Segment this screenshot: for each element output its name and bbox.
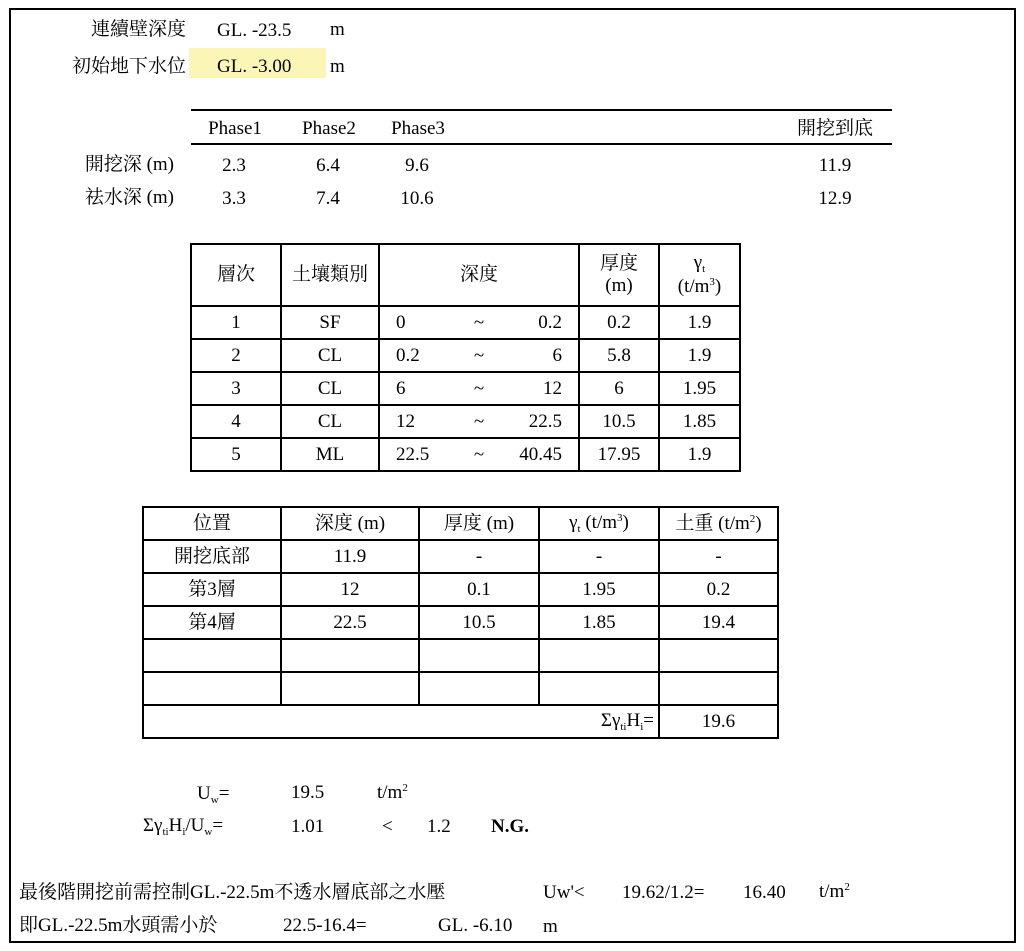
weight-col-position: 位置 <box>143 507 281 540</box>
soil-layer-table <box>190 243 741 472</box>
soil-weight-table <box>142 506 779 739</box>
phase-header: Phase1 <box>208 118 262 139</box>
gamma-symbol: γ <box>569 511 578 533</box>
soil-layer-cell[interactable]: 1 <box>191 306 281 339</box>
footer-head-unit: m <box>543 916 558 937</box>
soil-type-cell[interactable]: CL <box>281 339 379 372</box>
weight-pos-cell[interactable]: 開挖底部 <box>143 540 281 573</box>
depth-to: 40.45 <box>519 443 562 465</box>
soil-col-type: 土壤類別 <box>281 244 379 306</box>
soil-row <box>191 339 740 372</box>
soil-thickness-cell[interactable]: 10.5 <box>579 405 659 438</box>
weight-soil-cell[interactable]: - <box>659 540 778 573</box>
sum-equals: = <box>643 709 654 731</box>
gamma-unit-close: ) <box>622 511 629 533</box>
weight-gamma-cell[interactable]: 1.85 <box>539 606 659 639</box>
weight-gamma-cell[interactable] <box>539 672 659 705</box>
soil-layer-cell[interactable]: 4 <box>191 405 281 438</box>
depth-from: 12 <box>396 410 415 432</box>
weight-soil-cell[interactable] <box>659 672 778 705</box>
sum-sigma: Σγ <box>600 709 621 731</box>
uw-unit-text: t/m <box>377 782 403 803</box>
weight-thick-cell[interactable]: - <box>419 540 539 573</box>
weight-soil-cell[interactable] <box>659 639 778 672</box>
weight-depth-cell[interactable] <box>281 672 419 705</box>
depth-separator: ~ <box>473 377 485 399</box>
depth-from: 0.2 <box>396 344 420 366</box>
weight-row <box>143 573 778 606</box>
soil-gamma-cell[interactable]: 1.9 <box>659 438 740 471</box>
weight-pos-cell[interactable] <box>143 639 281 672</box>
footer-head-value[interactable]: GL. -6.10 <box>438 915 513 936</box>
uw-equals: = <box>218 783 230 804</box>
weight-col-thickness: 厚度 (m) <box>419 507 539 540</box>
weight-gamma-cell[interactable] <box>539 639 659 672</box>
weight-depth-cell[interactable]: 22.5 <box>281 606 419 639</box>
gamma-sub: t <box>702 263 706 276</box>
ratio-equals: = <box>212 815 224 836</box>
soil-gamma-cell[interactable]: 1.95 <box>659 372 740 405</box>
soil-thickness-cell[interactable]: 0.2 <box>579 306 659 339</box>
weight-gamma-cell[interactable]: - <box>539 540 659 573</box>
soil-thickness-cell[interactable]: 17.95 <box>579 438 659 471</box>
gamma-sub: t <box>577 522 581 535</box>
weight-thick-cell[interactable]: 10.5 <box>419 606 539 639</box>
weight-depth-cell[interactable]: 11.9 <box>281 540 419 573</box>
safety-factor: 1.2 <box>427 816 451 837</box>
weight-col-gamma <box>539 507 659 540</box>
groundwater-unit: m <box>330 56 345 77</box>
footer-line2-text: 即GL.-22.5m水頭需小於 <box>19 915 218 936</box>
depth-separator: ~ <box>473 410 485 432</box>
weight-sum-row <box>143 705 778 738</box>
footer-head-expression: 22.5-16.4= <box>283 915 367 936</box>
excavation-depth-label: 開挖深 (m) <box>84 154 174 175</box>
ratio-sub-ti: ti <box>162 826 169 838</box>
soil-type-cell[interactable]: CL <box>281 372 379 405</box>
wall-depth-label: 連續壁深度 <box>90 19 186 40</box>
soil-thickness-cell[interactable]: 6 <box>579 372 659 405</box>
weight-thick-cell[interactable] <box>419 639 539 672</box>
footer-allowable-pressure[interactable]: 16.40 <box>743 882 786 903</box>
weight-row <box>143 540 778 573</box>
footer-unit-text: t/m <box>819 881 845 902</box>
result-status: N.G. <box>491 816 529 837</box>
soil-row <box>191 372 740 405</box>
ratio-sub-i: i <box>182 826 186 838</box>
soil-depth-cell[interactable] <box>379 306 579 339</box>
soil-type-cell[interactable]: CL <box>281 405 379 438</box>
ratio-sub-w: w <box>204 826 213 838</box>
soil-row <box>191 405 740 438</box>
excavation-depth-cell[interactable]: 9.6 <box>405 155 429 176</box>
soil-weight-sup: 2 <box>749 512 756 525</box>
soil-gamma-cell[interactable]: 1.9 <box>659 306 740 339</box>
sum-sub-i: i <box>640 720 644 733</box>
thickness-unit: (m) <box>605 275 633 296</box>
soil-row <box>191 306 740 339</box>
footer-uw-label: Uw'< <box>543 882 585 903</box>
weight-soil-cell[interactable]: 0.2 <box>659 573 778 606</box>
weight-depth-cell[interactable]: 12 <box>281 573 419 606</box>
excavation-depth-cell[interactable]: 6.4 <box>316 155 340 176</box>
phase-header-final: 開挖到底 <box>796 118 874 139</box>
weight-gamma-cell[interactable]: 1.95 <box>539 573 659 606</box>
soil-layer-cell[interactable]: 3 <box>191 372 281 405</box>
soil-layer-cell[interactable]: 2 <box>191 339 281 372</box>
depth-from: 0 <box>396 311 406 333</box>
gamma-unit-sup: 3 <box>709 275 715 288</box>
uw-unit <box>377 783 408 802</box>
soil-header-row <box>191 244 740 306</box>
uw-unit-sup: 2 <box>402 782 408 794</box>
phase-top-rule <box>191 109 892 111</box>
dewater-depth-cell[interactable]: 12.9 <box>818 188 852 209</box>
footer-line1-text: 最後階開挖前需控制GL.-22.5m不透水層底部之水壓 <box>19 882 446 903</box>
soil-thickness-cell[interactable]: 5.8 <box>579 339 659 372</box>
groundwater-label: 初始地下水位 <box>71 56 186 77</box>
ratio-slash-u: /U <box>185 815 205 836</box>
weight-soil-cell[interactable]: 19.4 <box>659 606 778 639</box>
sum-sub-ti: ti <box>620 720 627 733</box>
soil-type-cell[interactable]: ML <box>281 438 379 471</box>
soil-gamma-cell[interactable]: 1.85 <box>659 405 740 438</box>
ratio-value[interactable]: 1.01 <box>291 816 325 837</box>
weight-col-soil-weight <box>659 507 778 540</box>
soil-col-thickness <box>579 244 659 306</box>
footer-unit-sup: 2 <box>844 881 850 893</box>
soil-weight-label: 土重 (t/m <box>675 512 750 534</box>
excavation-depth-cell[interactable]: 2.3 <box>222 155 246 176</box>
weight-pos-cell[interactable]: 第4層 <box>143 606 281 639</box>
weight-pos-cell[interactable] <box>143 672 281 705</box>
depth-separator: ~ <box>473 344 485 366</box>
weight-thick-cell[interactable] <box>419 672 539 705</box>
soil-layer-cell[interactable]: 5 <box>191 438 281 471</box>
gamma-symbol: γ <box>693 252 703 274</box>
soil-row <box>191 438 740 471</box>
soil-col-depth: 深度 <box>379 244 579 306</box>
uw-label <box>197 784 229 806</box>
weight-row <box>143 672 778 705</box>
gamma-unit-sup: 3 <box>617 511 623 524</box>
gamma-unit: (t/m <box>580 511 618 533</box>
weight-pos-cell[interactable]: 第3層 <box>143 573 281 606</box>
dewater-depth-cell[interactable]: 7.4 <box>316 188 340 209</box>
excavation-depth-cell[interactable]: 11.9 <box>818 155 852 176</box>
dewater-depth-cell[interactable]: 10.6 <box>400 188 434 209</box>
ratio-label <box>143 816 223 838</box>
soil-weight-close: ) <box>755 512 762 534</box>
ratio-compare: < <box>382 816 393 837</box>
soil-depth-cell[interactable] <box>379 438 579 471</box>
soil-depth-cell[interactable] <box>379 339 579 372</box>
weight-depth-cell[interactable] <box>281 639 419 672</box>
sum-h: H <box>626 709 641 731</box>
footer-unit <box>819 882 850 901</box>
groundwater-value[interactable]: GL. -3.00 <box>217 56 292 77</box>
dewater-depth-cell[interactable]: 3.3 <box>222 188 246 209</box>
weight-header-row <box>143 507 778 540</box>
weight-col-depth: 深度 (m) <box>281 507 419 540</box>
ratio-h: H <box>168 815 183 836</box>
soil-type-cell[interactable]: SF <box>281 306 379 339</box>
sum-label <box>143 705 659 738</box>
uw-u: U <box>197 783 211 804</box>
uw-sub: w <box>210 794 219 806</box>
weight-thick-cell[interactable]: 0.1 <box>419 573 539 606</box>
weight-row <box>143 606 778 639</box>
soil-gamma-cell[interactable]: 1.9 <box>659 339 740 372</box>
wall-depth-value[interactable]: GL. -23.5 <box>217 20 292 41</box>
gamma-unit: (t/m <box>677 275 710 297</box>
soil-depth-cell[interactable] <box>379 372 579 405</box>
gamma-unit-close: ) <box>714 275 722 297</box>
ratio-sigma: Σγ <box>143 815 163 836</box>
uw-value[interactable]: 19.5 <box>291 782 325 803</box>
depth-separator: ~ <box>473 443 485 465</box>
depth-to: 0.2 <box>538 311 562 333</box>
weight-row <box>143 639 778 672</box>
thickness-label: 厚度 <box>599 253 638 275</box>
footer-expression: 19.62/1.2= <box>622 882 705 903</box>
dewater-depth-label: 祛水深 (m) <box>84 187 174 208</box>
soil-col-gamma <box>659 244 740 306</box>
depth-from: 6 <box>396 377 406 399</box>
soil-depth-cell[interactable] <box>379 405 579 438</box>
depth-to: 12 <box>543 377 562 399</box>
depth-separator: ~ <box>473 311 485 333</box>
sheet-frame <box>9 8 1016 943</box>
wall-depth-unit: m <box>330 19 345 40</box>
depth-from: 22.5 <box>396 443 430 465</box>
phase-header: Phase2 <box>302 118 356 139</box>
depth-to: 6 <box>552 344 562 366</box>
soil-col-layer: 層次 <box>191 244 281 306</box>
sum-value[interactable]: 19.6 <box>659 705 778 738</box>
phase-header-rule <box>191 143 892 145</box>
phase-header: Phase3 <box>391 118 445 139</box>
depth-to: 22.5 <box>528 410 562 432</box>
